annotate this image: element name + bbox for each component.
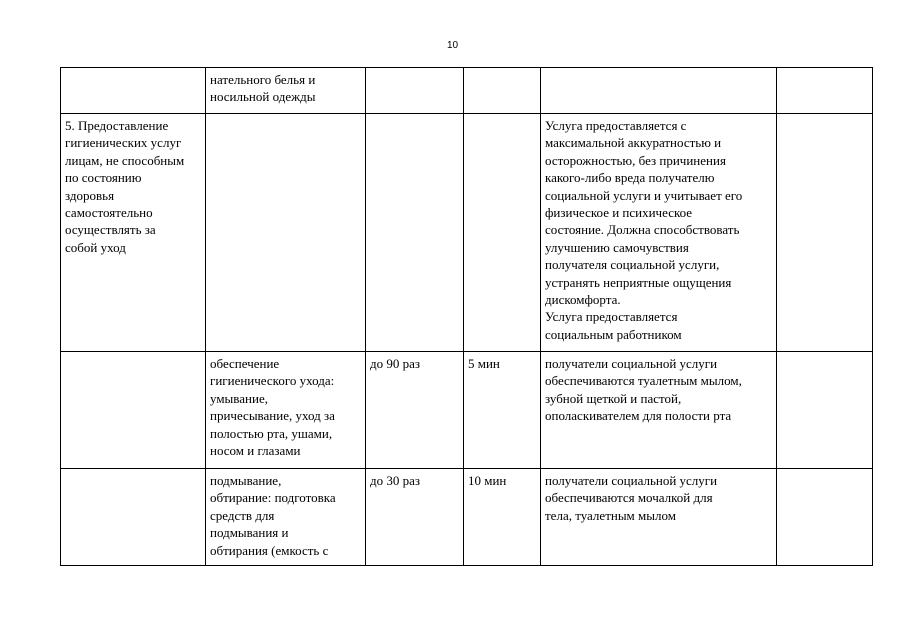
- page-number: 10: [446, 40, 459, 51]
- extra-cell: [777, 114, 873, 352]
- quality-cell: [541, 68, 777, 114]
- quality-cell: получатели социальной услуги обеспечиваются мочалкой для тела, туалетным мылом: [541, 469, 777, 566]
- quality-cell: получатели социальной услуги обеспечиваются туалетным мылом, зубной щеткой и пастой, ополаскивателем для полости рта: [541, 352, 777, 469]
- services-table: [60, 67, 873, 566]
- action-cell: [206, 114, 366, 352]
- table-row: [61, 114, 873, 352]
- table-row: [61, 352, 873, 469]
- service-cell: [61, 68, 206, 114]
- duration-cell: 10 мин: [464, 469, 541, 566]
- table-row: [61, 68, 873, 114]
- duration-cell: [464, 114, 541, 352]
- frequency-cell: до 90 раз: [366, 352, 464, 469]
- action-cell: нательного белья и носильной одежды: [206, 68, 366, 114]
- action-cell: обеспечение гигиенического ухода: умывание, причесывание, уход за полостью рта, ушами, носом и глазами: [206, 352, 366, 469]
- frequency-cell: до 30 раз: [366, 469, 464, 566]
- action-cell: подмывание, обтирание: подготовка средств для подмывания и обтирания (емкость с: [206, 469, 366, 566]
- service-cell: [61, 352, 206, 469]
- service-cell: [61, 469, 206, 566]
- service-cell: 5. Предоставление гигиенических услуг лицам, не способным по состоянию здоровья самостоятельно осуществлять за собой уход: [61, 114, 206, 352]
- quality-cell: Услуга предоставляется с максимальной аккуратностью и осторожностью, без причинения какого-либо вреда получателю социальной услуги и учитывает его физическое и психическое состояние. Должна способствовать улучшению самочувствия получателя социальной услуги, устранять неприятные ощущения дискомфорта. Услуга предоставляется социальным работником: [541, 114, 777, 352]
- duration-cell: 5 мин: [464, 352, 541, 469]
- table-row: [61, 469, 873, 566]
- frequency-cell: [366, 114, 464, 352]
- frequency-cell: [366, 68, 464, 114]
- duration-cell: [464, 68, 541, 114]
- extra-cell: [777, 352, 873, 469]
- extra-cell: [777, 68, 873, 114]
- extra-cell: [777, 469, 873, 566]
